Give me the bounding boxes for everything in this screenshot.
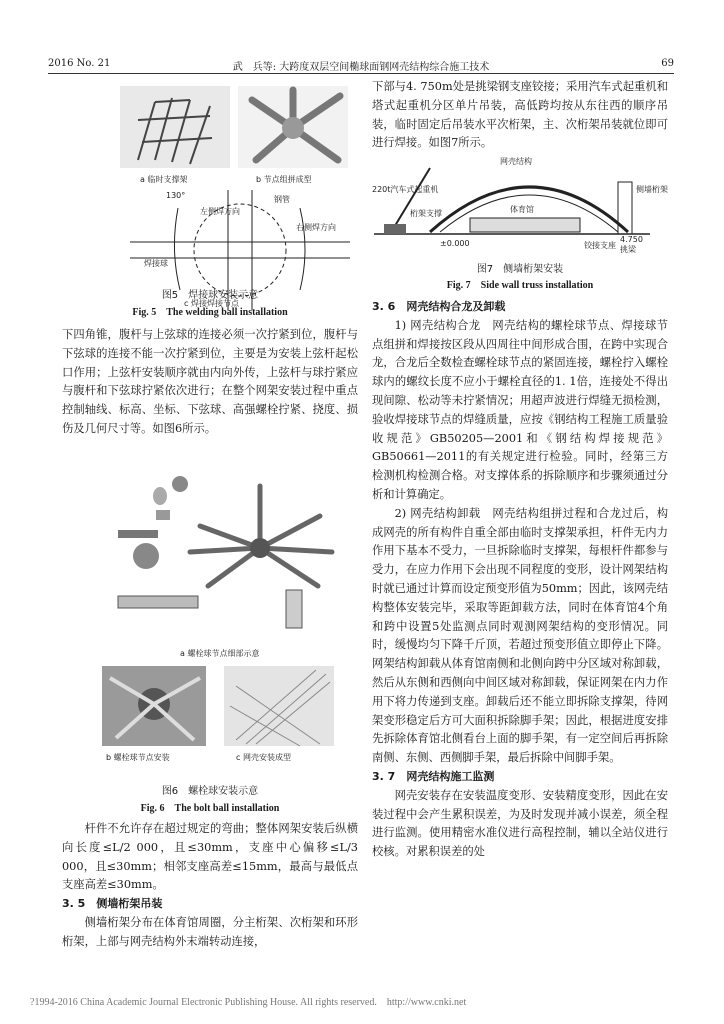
fig7-stadium — [470, 218, 580, 232]
fig6-drawing — [60, 456, 360, 764]
section-heading-3-7: 3. 7 网壳结构施工监测 — [372, 769, 495, 783]
fig5-label-steel-tube: 钢管 — [274, 195, 290, 204]
paragraph: 网壳安装存在安装温度变形、安装精度变形，因此在安装过程中会产生累积误差，为及时发现并减小误差，须全程进行监测。使用精密水准仪进行高程控制，辅以全站仪进行校核。对累积误差的处 — [372, 788, 668, 859]
fig5-sub-c: c 焊接焊接节点 — [184, 299, 239, 308]
fig5-sub-a: a 临时支撑架 — [140, 175, 188, 184]
fig7-label: 桁架支撑 — [410, 209, 442, 218]
figure-7 — [370, 152, 670, 256]
paragraph: 下部与4. 750m处是挑梁钢支座铰接；采用汽车式起重机和塔式起重机分区单片吊装，高低跨均按从东往西的顺序吊装，临时固定后吊装水平次桁架，主、次桁架吊装就位即可进行焊接。如图7所示。 — [372, 80, 668, 150]
fig5-caption-en: Fig. 5 The welding ball installation — [132, 307, 288, 318]
fig7-label: 铰接支座 — [584, 241, 616, 250]
fig7-label: 4.750 — [620, 235, 643, 244]
fig7-crane-body — [384, 224, 406, 234]
paragraph: 杆件不允许存在超过规定的弯曲；整体网架安装后纵横向长度≤L/2 000，且≤30mm，支座中心偏移≤L/3 000，且≤30mm；相邻支座高差≤15mm，最高与最低点支座高差≤30mm。 — [62, 822, 358, 892]
fig6-sub-b: b 螺栓球节点安装 — [106, 753, 170, 762]
paragraph: 2) 网壳结构卸载 网壳结构组拼过程和合龙过后，构成网壳的所有构件自重全部由临时支撑架承担，杆件无内力作用下基本不受力，一旦拆除临时支撑架，每根杆件都参与受力，在应力作用下会出现不同程度的变形，设计网架结构时就已通过计算而设定预变形值为50mm；因此，该网壳结构整体安装完毕，采取等距卸载方法，同时在体育馆4个角和跨中设置5处监测点同时观测网架结构的变形情况。同时，缓慢均匀下降千斤顶，若超过预变形值立即停止下降。网架结构卸载从体育馆南侧和北侧向跨中分区域对称卸载，然后从东侧和西侧向中间区域对称卸载，保证网架在内力作用下将力传递到支座。卸载后还不能立即拆除支撑架，待网架变形稳定后方可大面积拆除脚手架；因此，根据进度安排先拆除体育馆北侧看台上面的脚手架，有一定空间后再拆除南侧、东侧、西侧脚手架，最后拆除中间脚手架。 — [372, 506, 668, 765]
fig5-sub-b: b 节点组拼成型 — [256, 175, 312, 184]
fig5-label-weld-ball: 焊接球 — [144, 259, 168, 268]
fig5-label-left-weld: 左侧焊方向 — [200, 207, 240, 216]
fig5-label-right-weld: 右侧焊方向 — [296, 223, 336, 232]
copyright-footer: ?1994-2016 China Academic Journal Electronic Publishing House. All rights reserved. http://www.cnki.net — [30, 997, 467, 1008]
page-number: 69 — [661, 58, 674, 69]
fig5-drawing — [60, 80, 360, 320]
fig7-label: 体育馆 — [510, 205, 534, 214]
header-rule — [48, 73, 674, 74]
fig5-caption-cn: 图5 焊接球安装示意 — [161, 290, 259, 301]
fig6-a-bolt-detail — [118, 476, 332, 628]
figure-5 — [60, 80, 360, 320]
issue-number: 2016 No. 21 — [48, 58, 111, 69]
fig5-b-node — [238, 86, 348, 168]
fig6-caption-cn: 图6 螺栓球安装示意 — [161, 786, 259, 797]
fig7-label: ±0.000 — [440, 239, 470, 248]
fig7-label: 网壳结构 — [500, 157, 532, 166]
paragraph: 下四角锥，腹杆与上弦球的连接必须一次拧紧到位，腹杆与下弦球的连接不能一次拧紧到位，主要是为安装上弦杆起松口作用；上弦杆安装顺序就由内向外传，上弦杆与球拧紧应与腹杆和下弦球拧紧依次进行；在整个网架安装过程中重点控制轴线、标高、坐标、下弦球、高强螺栓拧紧、挠度、损伤及几何尺寸等。如图6所示。 — [62, 328, 358, 435]
fig7-label: 220t汽车式起重机 — [372, 185, 439, 194]
fig5-a-support-frame — [120, 86, 230, 168]
running-header — [48, 58, 674, 74]
section-heading-3-6: 3. 6 网壳结构合龙及卸载 — [372, 300, 506, 313]
fig7-drawing — [370, 152, 670, 256]
fig6-c-photo — [224, 666, 334, 746]
fig5-label-angle: 130° — [166, 191, 186, 200]
fig6-caption-en: Fig. 6 The bolt ball installation — [140, 803, 280, 814]
fig7-caption-cn: 图7 侧墙桁架安装 — [476, 264, 564, 275]
fig6-b-photo — [102, 666, 206, 746]
right-column-body — [372, 298, 668, 862]
figure-6 — [60, 456, 360, 764]
fig7-caption-en: Fig. 7 Side wall truss installation — [446, 280, 594, 291]
left-column-top — [62, 326, 358, 439]
left-column-bottom — [62, 820, 358, 952]
paragraph: 1) 网壳结构合龙 网壳结构的螺栓球节点、焊接球节点组拼和焊接按区段从四周往中间形成合围，在跨中实现合龙，合龙后全数检查螺栓球节点的紧固连接，螺栓拧入螺栓球内的螺纹长度不应小于螺栓直径的1. 1倍，连接处不得出现间隙、松动等未拧紧情况；用超声波进行焊缝无损检测，验收焊接球节点的焊缝质量，应按《钢结构工程施工质量验收规范》GB50205—2001和《钢结构焊接规范》GB50661—2011的有关规定进行检验。同时，经第三方检测机构检测合格。对支撑体系的拆除顺序和步骤须通过分析和计算确定。 — [372, 318, 668, 501]
right-column-top — [372, 78, 668, 153]
paragraph: 侧墙桁架分布在体育馆周圈，分主桁架、次桁架和环形桁架，上部与网壳结构外末端转动连接， — [62, 915, 358, 948]
fig7-label: 侧墙桁架 — [636, 185, 668, 194]
fig7-label: 挑梁 — [620, 245, 636, 254]
fig6-sub-c: c 网壳安装成型 — [236, 753, 291, 762]
running-title: 武 兵等: 大跨度双层空间椭球面钢网壳结构综合施工技术 — [232, 62, 490, 73]
fig6-sub-a: a 螺栓球节点细部示意 — [180, 649, 260, 658]
section-heading-3-5: 3. 5 侧墙桁架吊装 — [62, 897, 163, 911]
